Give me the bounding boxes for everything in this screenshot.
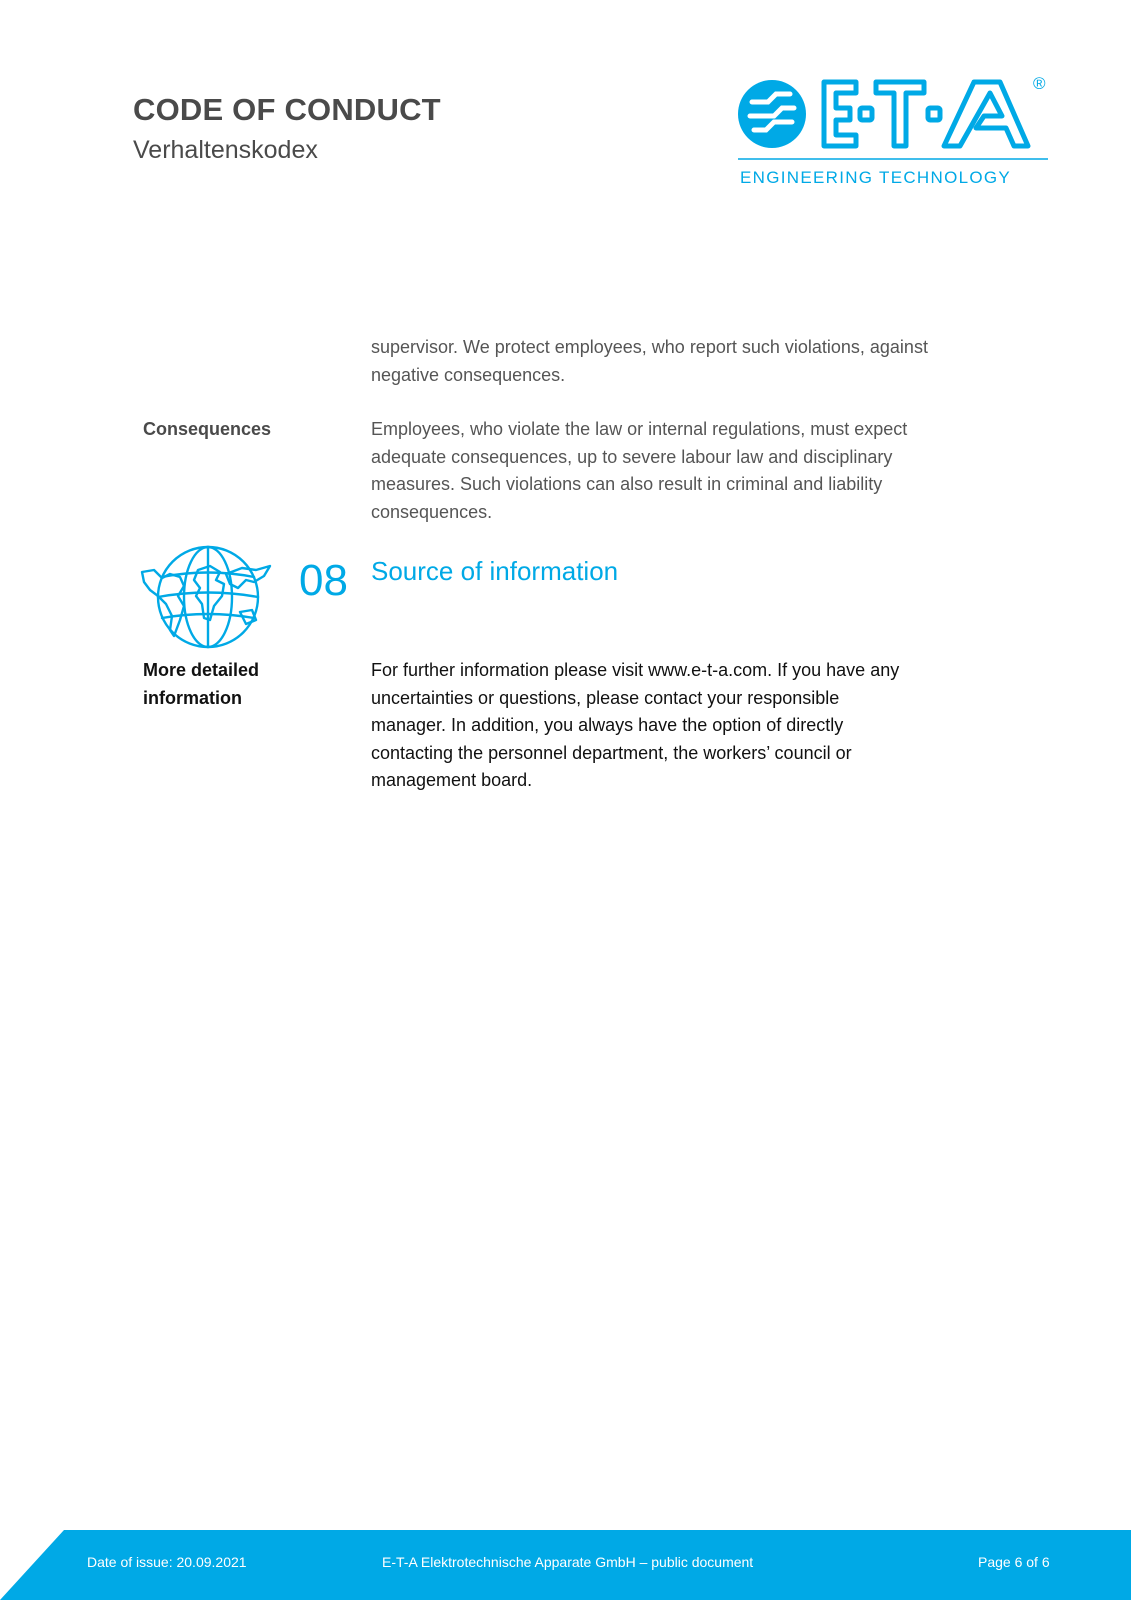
footer-date: Date of issue: 20.09.2021: [87, 1554, 247, 1570]
document-title: CODE OF CONDUCT: [133, 92, 441, 127]
globe-icon: [140, 544, 274, 650]
more-info-text: For further information please visit www.e-t-a.com. If you have any uncertainties or questions, please contact your responsible manager. In addition, you always have the option of directly contacting the personnel department, the workers’ council or management board.: [371, 660, 900, 790]
more-info-label: More detailed information: [143, 660, 260, 708]
page-footer: [0, 1530, 1131, 1600]
footer-page-number: Page 6 of 6: [978, 1554, 1050, 1570]
section-number: 08: [299, 556, 348, 605]
document-subtitle: Verhaltenskodex: [133, 136, 318, 164]
section-title: Source of information: [371, 556, 619, 586]
registered-mark: ®: [1033, 74, 1046, 93]
consequences-label: Consequences: [143, 419, 272, 439]
continued-paragraph: supervisor. We protect employees, who report such violations, against negative consequences.: [371, 337, 928, 385]
footer-company: E-T-A Elektrotechnische Apparate GmbH – public document: [382, 1554, 754, 1570]
logo-tagline: ENGINEERING TECHNOLOGY: [740, 168, 1012, 187]
consequences-text: Employees, who violate the law or internal regulations, must expect adequate consequences, up to severe labour law and disciplinary measures. Such violations can also result in criminal and liability consequences.: [371, 419, 908, 522]
